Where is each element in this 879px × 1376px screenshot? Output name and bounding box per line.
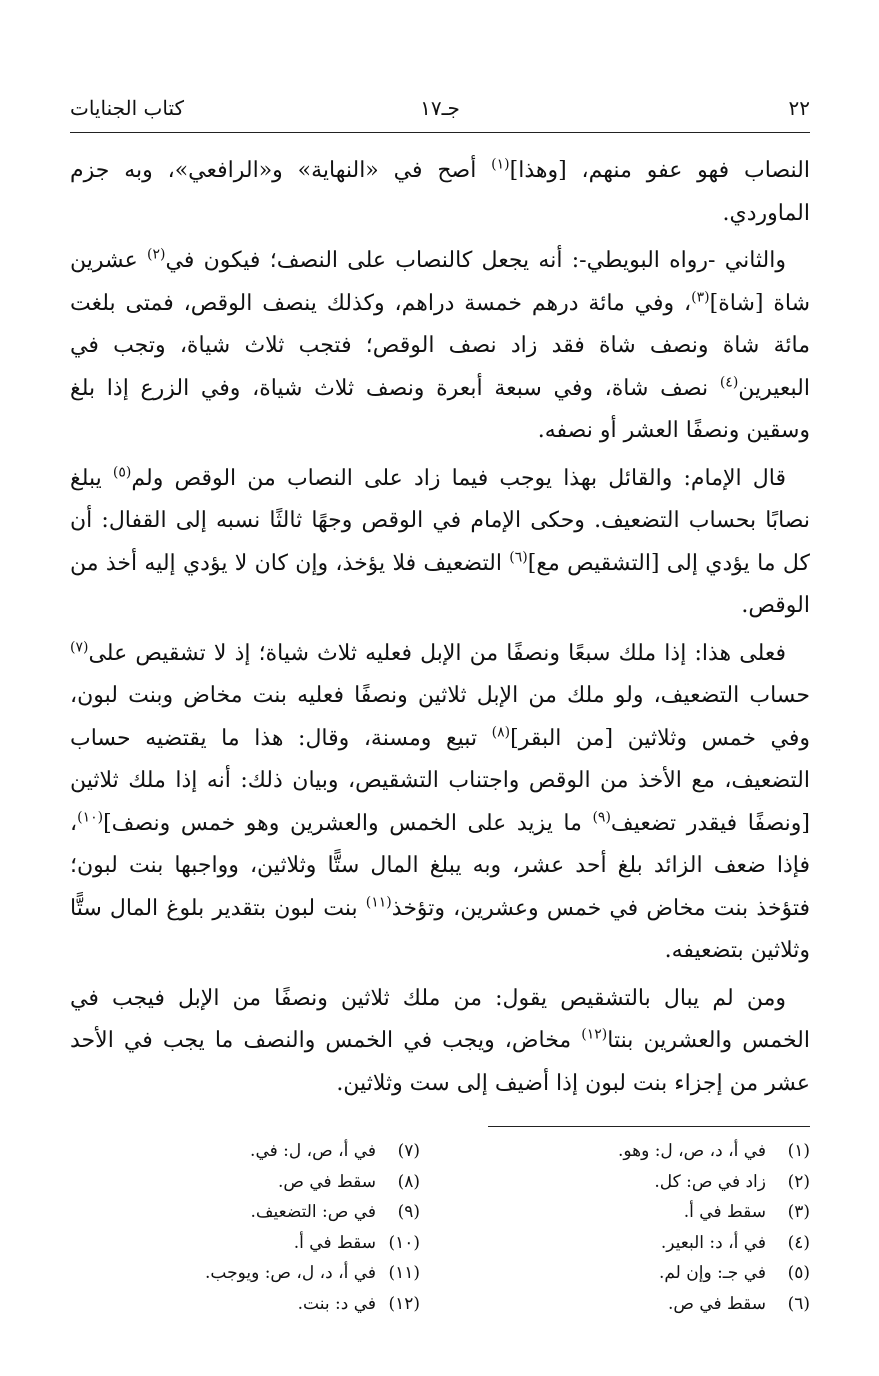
footnote-marker: (٤) — [719, 374, 739, 391]
text-segment: التضعيف فلا يؤخذ، وإن كان لا يؤدي إليه أخذ من الوقص. — [70, 550, 810, 618]
text-segment: ما يزيد على الخمس والعشرين وهو خمس ونصف] — [103, 810, 593, 836]
footnote-item — [450, 1289, 810, 1320]
text-segment: والثاني -رواه البويطي-: أنه يجعل كالنصاب على النصف؛ فيكون في — [165, 248, 786, 273]
footnote-marker: (٥) — [112, 464, 132, 481]
footnote-text: سقط في أ. — [293, 1232, 376, 1253]
footnote-number: (١) — [787, 1141, 810, 1161]
footnote-text: في أ، د، ص، ل: وهو. — [617, 1141, 766, 1161]
header-divider — [70, 132, 810, 133]
footnote-text: في أ، ص، ل: في. — [250, 1141, 376, 1161]
text-segment: ، وفي مائة درهم خمسة دراهم، وكذلك ينصف الوقص، فمتى بلغت مائة شاة ونصف شاة فقد زاد نصف الوقص؛ فتجب ثلاث شياة، وتجب في البعيرين — [70, 290, 810, 401]
footnote-marker: (٦) — [509, 549, 528, 566]
footnote-number: (٦) — [787, 1293, 810, 1314]
footnote-text: في أ، د، ل، ص: ويوجب. — [204, 1263, 376, 1283]
paragraph — [70, 240, 810, 453]
footnote-marker: (٧) — [70, 639, 89, 656]
paragraph — [70, 150, 810, 235]
text-segment: مخاض، ويجب في الخمس والنصف ما يجب في الأحد عشر من إجزاء بنت لبون إذا أضيف إلى ست وثلاثين. — [70, 1028, 810, 1096]
footnote-number: (٩) — [397, 1202, 420, 1222]
text-segment: نصف شاة، وفي سبعة أبعرة ونصف ثلاث شياة، وفي الزرع إذا بلغ وسقين ونصفًا العشر أو نصفه. — [70, 375, 810, 443]
book-title: كتاب الجنايات — [70, 96, 185, 120]
footnote-item — [450, 1136, 810, 1167]
footnote-marker: (٣) — [691, 289, 710, 306]
text-segment: النصاب فهو عفو منهم، [وهذا] — [509, 158, 810, 183]
footnote-marker: (٩) — [592, 809, 611, 826]
footnote-item — [60, 1167, 420, 1198]
text-segment: يبلغ نصابًا بحساب التضعيف. وحكى الإمام في الوقص وجهًا ثالثًا نسبه إلى القفال: أن كل ما يؤدي إلى [التشقيص مع] — [70, 465, 810, 576]
footnote-number: (٤) — [787, 1232, 810, 1253]
footnote-marker: (٢) — [147, 246, 166, 263]
page-number: ٢٢ — [788, 96, 810, 120]
paragraph — [70, 458, 810, 628]
footnote-marker: (٨) — [491, 724, 511, 741]
page-header — [70, 96, 810, 132]
footnote-item — [60, 1289, 420, 1320]
footnote-item — [450, 1197, 810, 1228]
footnote-item — [60, 1197, 420, 1228]
footnote-item — [450, 1228, 810, 1259]
footnote-marker: (١٢) — [581, 1026, 608, 1043]
text-segment: أصح في «النهاية» و«الرافعي»، وبه جزم الماوردي. — [70, 158, 810, 226]
footnote-number: (١٢) — [388, 1293, 420, 1314]
footnote-number: (١٠) — [388, 1232, 420, 1253]
text-segment: عشرين شاة [شاة] — [70, 248, 810, 316]
text-segment: قال الإمام: والقائل بهذا يوجب فيما زاد على النصاب من الوقص ولم — [131, 465, 786, 491]
footnote-number: (٣) — [787, 1202, 810, 1222]
footnote-number: (٢) — [787, 1171, 810, 1192]
main-text — [70, 150, 810, 1110]
footnote-text: في ص: التضعيف. — [250, 1202, 376, 1222]
footnote-text: سقط في ص. — [667, 1293, 766, 1314]
text-segment: حساب التضعيف، ولو ملك من الإبل ثلاثين ونصفًا فعليه بنت مخاض وبنت لبون، وفي خمس وثلاثين [من البقر] — [70, 683, 810, 751]
footnote-item — [60, 1228, 420, 1259]
footnote-text: في أ، د: البعير. — [660, 1232, 766, 1253]
footnote-item — [450, 1167, 810, 1198]
text-segment: فعلى هذا: إذا ملك سبعًا ونصفًا من الإبل فعليه ثلاث شياة؛ إذ لا تشقيص على — [88, 640, 786, 666]
footnote-marker: (١) — [491, 156, 510, 173]
footnote-text: سقط في ص. — [277, 1171, 376, 1192]
text-segment: ومن لم يبال بالتشقيص يقول: من ملك ثلاثين ونصفًا من الإبل فيجب في الخمس والعشرين بنتا — [70, 985, 810, 1053]
footnote-item — [60, 1136, 420, 1167]
footnote-text: سقط في أ. — [683, 1202, 766, 1222]
footnote-divider — [488, 1126, 810, 1127]
footnotes-column-left — [60, 1136, 420, 1319]
footnote-item — [450, 1258, 810, 1289]
footnote-number: (٥) — [787, 1263, 810, 1283]
text-segment: بنت لبون بتقدير بلوغ المال ستًّا وثلاثين بتضعيفه. — [70, 895, 810, 963]
text-segment: ، فإذا ضعف الزائد بلغ أحد عشر، وبه يبلغ المال ستًّا وثلاثين، وواجبها بنت لبون؛ فتؤخذ بنت مخاض في خمس وعشرين، وتؤخذ — [70, 810, 810, 921]
footnote-text: في جـ: وإن لم. — [658, 1263, 766, 1283]
footnote-text: في د: بنت. — [297, 1293, 376, 1314]
footnote-marker: (١٠) — [77, 809, 104, 826]
paragraph — [70, 633, 810, 973]
footnote-item — [60, 1258, 420, 1289]
footnotes-column-right — [450, 1136, 810, 1319]
text-segment: تبيع ومسنة، وقال: هذا ما يقتضيه حساب التضعيف، مع الأخذ من الوقص واجتناب التشقيص، وبيان ذلك: أنه إذا ملك ثلاثين [ونصفًا فيقدر تضعيف — [70, 725, 810, 836]
footnote-text: زاد في ص: كل. — [654, 1171, 766, 1192]
paragraph — [70, 978, 810, 1106]
footnote-marker: (١١) — [365, 894, 392, 911]
footnote-number: (١١) — [388, 1263, 420, 1283]
volume-label: جـ١٧ — [420, 96, 460, 120]
footnote-number: (٨) — [397, 1171, 420, 1192]
footnote-number: (٧) — [397, 1141, 420, 1161]
